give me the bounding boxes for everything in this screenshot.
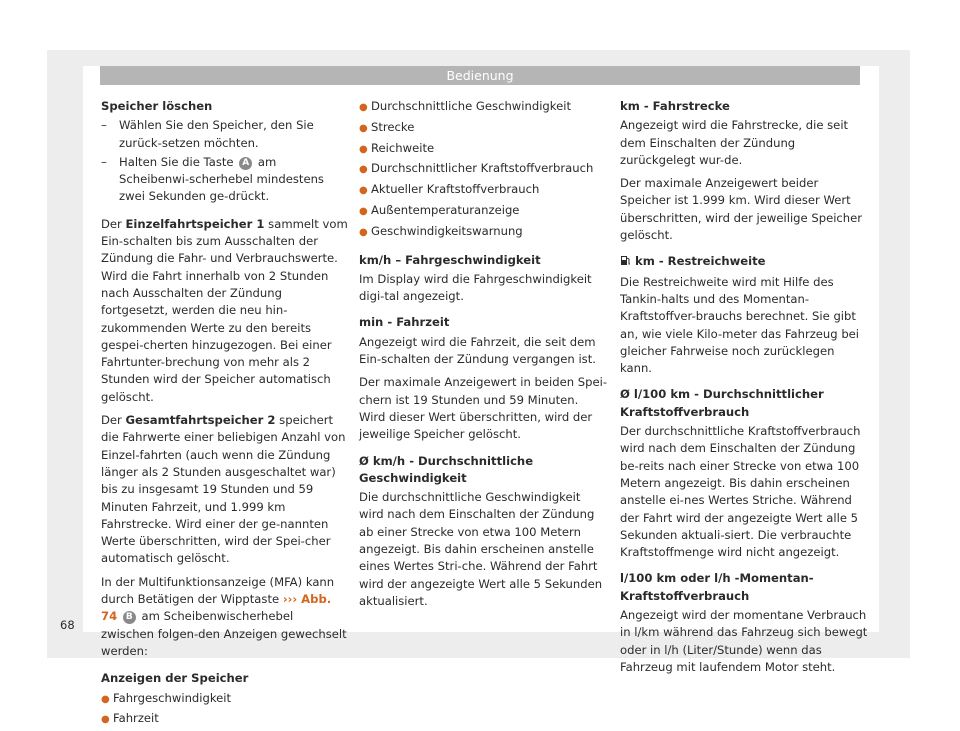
- key-a-badge: A: [239, 157, 252, 170]
- paragraph: Im Display wird die Fahrgeschwindigkeit digi-tal angezeigt.: [359, 271, 592, 304]
- list-item: ● Strecke: [359, 119, 415, 134]
- list-item: ● Durchschnittliche Geschwindigkeit: [359, 99, 571, 113]
- list-item: ● Geschwindigkeitswarnung: [359, 223, 523, 238]
- list-item: ● Reichweite: [359, 140, 435, 155]
- heading-anzeigen: Anzeigen der Speicher: [101, 671, 249, 686]
- paragraph: Die durchschnittliche Geschwindigkeit wird nach dem Einschalten der Zündung ab einer Strecke von etwa 100 Metern angezeigt. Bis dahin erscheinen anstelle eines Wertes Stri-che. Während der Fahrt wird der angezeigte Wert alle 5 Sekunden aktualisiert.: [359, 490, 603, 608]
- paragraph: Angezeigt wird der momentane Verbrauch in l/km während das Fahrzeug sich bewegt oder in l/h (Liter/Stunde) wenn das Fahrzeug mit laufendem Motor steht.: [620, 608, 868, 674]
- heading-durchschnittsgeschwindigkeit: Ø km/h - Durchschnittliche Geschwindigkeit: [359, 453, 534, 485]
- list-item: ● Außentemperaturanzeige: [359, 202, 520, 217]
- heading-durchschnittsverbrauch: Ø l/100 km - Durchschnittlicher Kraftstoffverbrauch: [620, 387, 824, 419]
- heading-speicher-loeschen: Speicher löschen: [101, 99, 213, 113]
- paragraph: Der maximale Anzeigewert beider Speicher ist 1.999 km. Wird dieser Wert überschritten, wird der jeweilige Speicher gelöscht.: [620, 176, 863, 243]
- heading-fahrgeschwindigkeit: km/h – Fahrgeschwindigkeit: [359, 252, 541, 267]
- section-header: Bedienung: [100, 66, 860, 85]
- step-1: – Wählen Sie den Speicher, den Sie zurück-setzen möchten.: [101, 118, 314, 150]
- list-item: ● Fahrzeit: [101, 711, 159, 726]
- list-item: ● Fahrgeschwindigkeit: [101, 690, 232, 705]
- list-item: ● Aktueller Kraftstoffverbrauch: [359, 182, 540, 197]
- paragraph: Der durchschnittliche Kraftstoffverbrauch wird nach dem Einschalten der Zündung be-reits nach einer Strecke von etwa 100 Metern angezeigt. Bis dahin erscheinen anstelle ei-nes Wertes Striche. Während der Fahrt wird der angezeigte Wert alle 5 Sekunden aktuali-siert. Die verbrauchte Kraftstoffmenge wird nicht angezeigt.: [620, 424, 861, 560]
- column-1: [101, 98, 349, 731]
- paragraph: Die Restreichweite wird mit Hilfe des Tankin-halts und des Momentan-Kraftstoffver-brauchs berechnet. Sie gibt an, wie viele Kilo-meter das Fahrzeug bei gleicher Fahrweise noch zurücklegen kann.: [620, 274, 860, 376]
- heading-momentanverbrauch: l/100 km oder l/h -Momentan-Kraftstoffverbrauch: [620, 571, 814, 603]
- column-2: [359, 98, 607, 616]
- page-number: 68: [60, 618, 75, 632]
- paragraph: Der maximale Anzeigewert in beiden Spei-chern ist 19 Stunden und 59 Minuten. Wird dieser Wert überschritten, wird der jeweilige Speicher gelöscht.: [359, 375, 608, 442]
- paragraph: Angezeigt wird die Fahrstrecke, die seit dem Einschalten der Zündung zurückgelegt wur-de.: [620, 118, 849, 167]
- figure-link[interactable]: ››› Abb. 74: [101, 592, 332, 624]
- fuel-pump-icon: [620, 254, 631, 271]
- paragraph-einzelfahrtspeicher: Der Einzelfahrtspeicher 1 sammelt vom Ein-schalten bis zum Ausschalten der Zündung die Fahr- und Verbrauchswerte. Wird die Fahrt innerhalb von 2 Stunden nach Ausschalten der Zündung fortgesetzt, werden die neu hin-zukommenden Werte zu den bereits gespei-cherten hinzugezogen. Bei einer Fahrtunter-brechung von mehr als 2 Stunden wird der Speicher automatisch gelöscht.: [101, 216, 348, 404]
- paragraph-mfa: In der Multifunktionsanzeige (MFA) kann durch Betätigen der Wipptaste ››› Abb. 74 B am Scheibenwischerhebel zwischen folgen-den Anzeigen gewechselt werden:: [101, 574, 347, 658]
- column-3: [620, 98, 868, 682]
- step-2: – Halten Sie die Taste A am Scheibenwi-scherhebel mindestens zwei Sekunden ge-drückt.: [101, 154, 324, 204]
- paragraph-gesamtfahrtspeicher: Der Gesamtfahrtspeicher 2 speichert die Fahrwerte einer beliebigen Anzahl von Einzel-fahrten (auch wenn die Zündung länger als 2 Stunden ausgeschaltet war) bis zu insgesamt 19 Stunden und 59 Minuten Fahrzeit, und 1.999 km Fahrstrecke. Wird einer der ge-nannten Werte überschritten, wird der Spei-cher automatisch gelöscht.: [101, 413, 346, 566]
- heading-fahrstrecke: km - Fahrstrecke: [620, 99, 730, 113]
- paragraph: Angezeigt wird die Fahrzeit, die seit dem Ein-schalten der Zündung vergangen ist.: [359, 334, 596, 367]
- heading-restreichweite: km - Restreichweite: [620, 253, 868, 271]
- key-b-badge: B: [123, 611, 136, 624]
- list-item: ● Durchschnittlicher Kraftstoffverbrauch: [359, 161, 594, 176]
- heading-fahrzeit: min - Fahrzeit: [359, 315, 450, 330]
